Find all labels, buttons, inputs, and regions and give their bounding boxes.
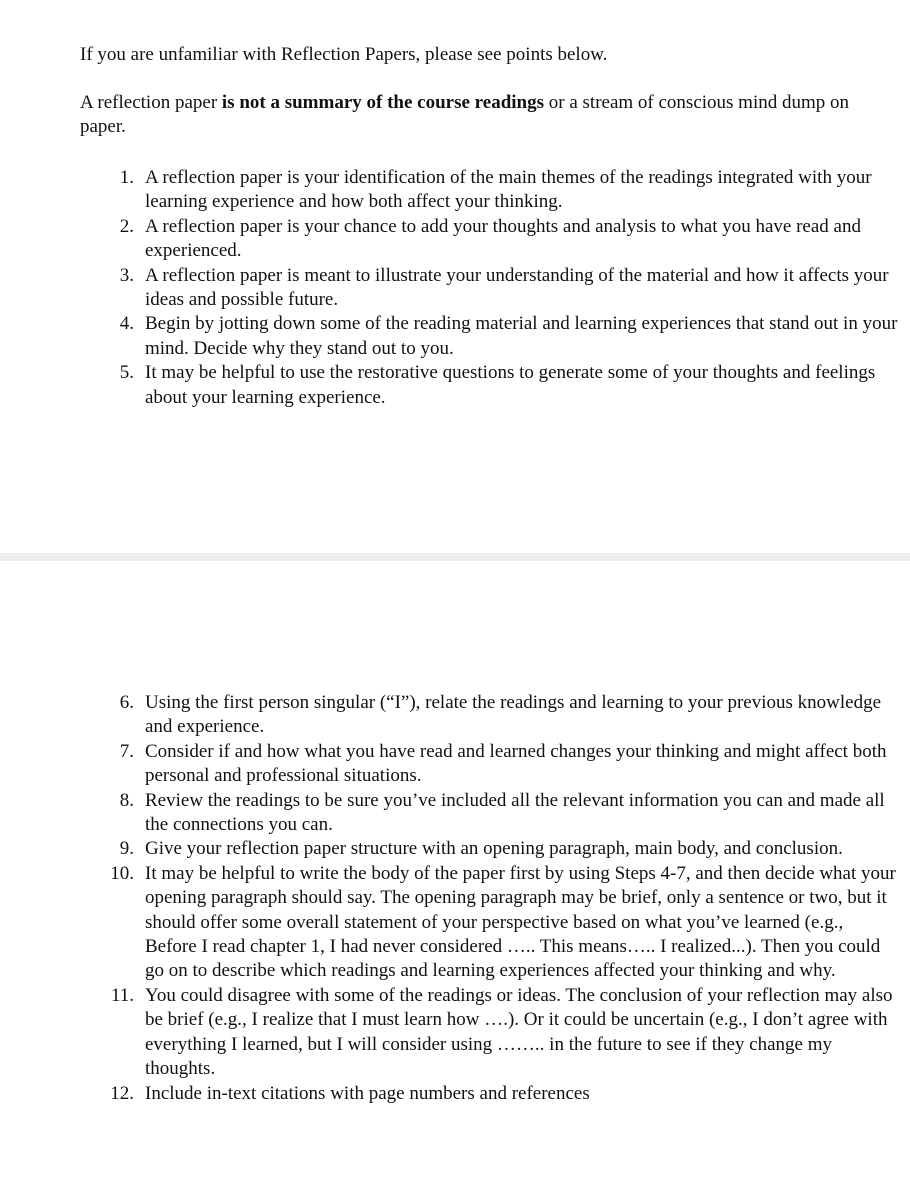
- list-item: [0, 264, 910, 313]
- item-text: Begin by jotting down some of the reading material and learning experiences that stand out in your mind. Decide why they stand out to you.: [145, 313, 898, 359]
- page-separator: [0, 553, 910, 561]
- item-number: 3.: [119, 264, 134, 286]
- item-number: 4.: [119, 313, 134, 335]
- item-text: Consider if and how what you have read and learned changes your thinking and might affect both personal and professional situations.: [145, 740, 887, 787]
- item-number: 11.: [110, 984, 134, 1006]
- item-text: Give your reflection paper structure with an opening paragraph, main body, and conclusion.: [145, 838, 843, 860]
- definition-bold-text: is not a summary of the course readings: [221, 92, 545, 113]
- list-item: [0, 215, 910, 264]
- definition-paragraph: [80, 91, 880, 140]
- item-number: 9.: [119, 838, 134, 860]
- item-number: 10.: [110, 862, 134, 884]
- list-item: [0, 740, 910, 789]
- list-item: [0, 837, 910, 861]
- list-item: [0, 166, 910, 215]
- item-text: A reflection paper is meant to illustrate your understanding of the material and how it affects your ideas and possible future.: [145, 264, 889, 311]
- item-text: Review the readings to be sure you’ve included all the relevant information you can and made all the connections you can.: [145, 789, 885, 836]
- item-number: 2.: [119, 215, 134, 237]
- item-number: 12.: [110, 1082, 134, 1104]
- item-text: A reflection paper is your identification of the main themes of the readings integrated with your learning experience and how both affect your thinking.: [145, 167, 872, 213]
- document-page-1: [0, 0, 910, 553]
- list-item: [0, 312, 910, 361]
- item-text: You could disagree with some of the readings or ideas. The conclusion of your reflection may also be brief (e.g., I realize that I must learn how ….). Or it could be uncertain (e.g., I don’t agree with everything I learned, but I will consider using …….. in the future to see if they change my thoughts.: [145, 984, 893, 1080]
- points-list-page-1: [0, 166, 910, 410]
- definition-text-start: A reflection paper: [80, 92, 222, 113]
- item-number: 6.: [119, 692, 134, 713]
- item-number: 5.: [119, 362, 134, 384]
- item-text: A reflection paper is your chance to add your thoughts and analysis to what you have read and experienced.: [145, 215, 861, 262]
- list-item: [0, 984, 910, 1082]
- item-text: It may be helpful to use the restorative questions to generate some of your thoughts and feelings about your learning experience.: [145, 362, 876, 408]
- intro-line: If you are unfamiliar with Reflection Papers, please see points below.: [80, 44, 608, 65]
- item-number: 1.: [119, 167, 134, 188]
- item-text: Using the first person singular (“I”), relate the readings and learning to your previous knowledge and experience.: [145, 692, 882, 738]
- definition-text-end: or a stream of conscious mind dump on paper.: [80, 92, 850, 138]
- item-text: Include in-text citations with page numbers and references: [145, 1082, 590, 1104]
- item-number: 8.: [119, 789, 134, 811]
- list-item: [0, 691, 910, 740]
- item-text: It may be helpful to write the body of the paper first by using Steps 4-7, and then decide what your opening paragraph should say. The opening paragraph may be brief, only a sentence or two, but it should offer some overall statement of your perspective based on what you’ve learned (e.g., Before I read chapter 1, I had never considered ….. This means….. I realized...). Then you could go on to describe which readings and learning experiences affected your thinking and why.: [145, 862, 896, 982]
- points-list-page-2: [0, 691, 910, 1106]
- list-item: [0, 862, 910, 984]
- list-item: [0, 361, 910, 410]
- list-item: [0, 1082, 910, 1106]
- list-item: [0, 789, 910, 838]
- item-number: 7.: [119, 740, 134, 762]
